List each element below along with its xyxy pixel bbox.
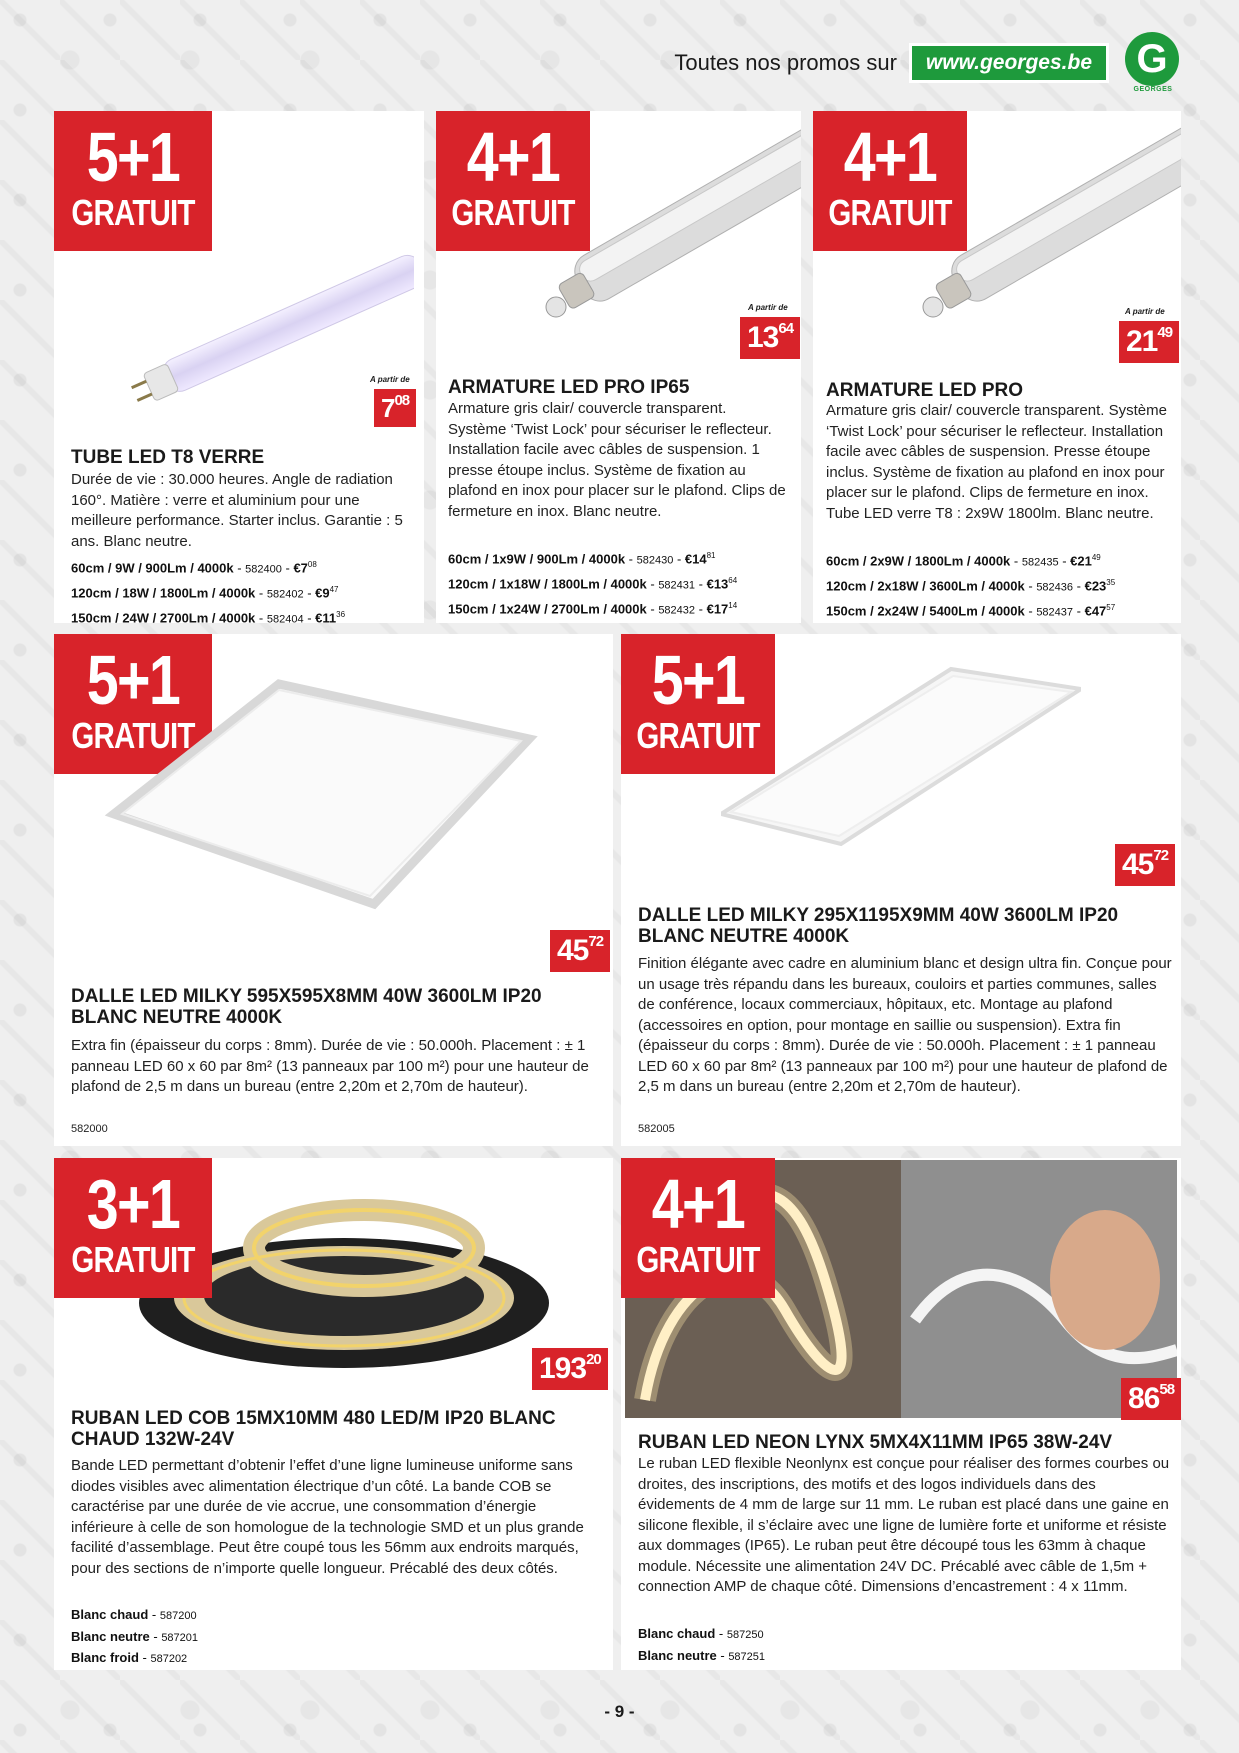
- promo-badge: [54, 111, 212, 251]
- variant-row: $120cm / 1x18W / 1800Lm / 4000k - 582431 - €13^{64}$: [448, 575, 738, 592]
- price-main: 21: [1126, 325, 1158, 358]
- variant-row: $150cm / 2x24W / 5400Lm / 4000k - 582437 - €47^{57}$: [826, 602, 1116, 618]
- price-cents: 49: [1157, 324, 1173, 341]
- product-title: DALLE LED MILKY 595X595X8MM 40W 3600LM IP20 BLANC NEUTRE 4000K: [71, 986, 542, 1028]
- logo-subtext: GEORGES: [1133, 86, 1173, 93]
- product-card-tube-led: [54, 111, 424, 623]
- variant-list: [638, 1624, 938, 1667]
- promo-badge-label: GRATUIT: [636, 715, 760, 756]
- promo-badge-label: GRATUIT: [71, 192, 195, 233]
- led-panel-rect-image: [721, 654, 1081, 854]
- page-number: - 9 -: [604, 1702, 635, 1721]
- page-header: [674, 32, 1181, 94]
- price-cents: 72: [1153, 847, 1169, 864]
- product-card-armature-ip65: [436, 111, 801, 623]
- product-card-dalle-295: [621, 634, 1181, 1146]
- product-description: Le ruban LED flexible Neonlynx est conçue pour réaliser des formes courbes ou droites, des inscriptions, des motifs et des logos individuels dans des évidements de 4 mm de large sur 11 mm. Le ruban est placé dans une gaine en silicone flexible, il s’éclaire avec une ligne de lumière forte et uniforme et résiste aux dommages (IP65). Le ruban peut être découpé tous les 63mm à chaque module. Nécessite une alimentation 24V DC. Précablé avec câble de 1,5m + connection AMP de chaque côté. Dimensions d’encastrement : 4 x 11mm.: [638, 1455, 1170, 1595]
- variant-row: $150cm / 1x24W / 2700Lm / 4000k - 582432 - €17^{14}$: [448, 600, 738, 616]
- led-tube-image: [114, 231, 414, 431]
- variant-row: $120cm / 2x18W / 3600Lm / 4000k - 582436 - €23^{35}$: [826, 577, 1116, 594]
- price-cents: 08: [394, 392, 410, 409]
- variant-list: [71, 555, 421, 623]
- variant-row: $60cm / 1x9W / 900Lm / 4000k - 582430 - €14^{81}$: [448, 551, 716, 567]
- product-description: Durée de vie : 30.000 heures. Angle de radiation 160°. Matière : verre et aluminium pour une meilleure performance. Starter inclus. Garantie : 5 ans. Blanc neutre.: [71, 471, 403, 550]
- price-main: 13: [747, 321, 779, 354]
- website-link[interactable]: www.georges.be: [909, 43, 1109, 83]
- product-description: Armature gris clair/ couvercle transparent. Système ‘Twist Lock’ pour sécuriser le reflecteur. Installation facile avec câbles de suspension. 1 presse étoupe inclus. Système de fixation au plafond en inox pour placer sur le plafond. Clips de fermeture en inox. Blanc neutre.: [448, 400, 786, 520]
- promo-badge-ratio: 5+1: [86, 641, 180, 719]
- variant-row: Blanc chaud - 587200: [71, 1607, 197, 1622]
- product-description: Finition élégante avec cadre en aluminium blanc et design ultra fin. Conçue pour un usage très répandu dans les bureaux, couloirs et parties communes, salles de conférence, locaux commerciaux, hôpitaux, etc. Montage au plafond (accessoires en option, pour montage en saillie ou suspension). Extra fin (épaisseur du corps : 8mm). Durée de vie : 50.000h. Placement : ± 1 panneau LED 60 x 60 par 8m² (13 panneaux par 100 m²) pour une hauteur de plafond de 2,5 m dans un bureau (entre 2,20m et 2,70m de hauteur).: [638, 955, 1172, 1095]
- product-title: RUBAN LED COB 15MX10MM 480 LED/M IP20 BLANC CHAUD 132W-24V: [71, 1408, 556, 1450]
- georges-logo[interactable]: [1125, 32, 1181, 94]
- price-tag: [1119, 321, 1179, 363]
- variant-row: Blanc froid - 587202: [71, 1650, 188, 1665]
- product-card-ruban-cob: [54, 1158, 613, 1670]
- variant-list: [71, 1605, 371, 1670]
- product-title: RUBAN LED NEON LYNX 5MX4X11MM IP65 38W-24V: [638, 1432, 1113, 1453]
- promo-badge-ratio: 3+1: [86, 1165, 180, 1243]
- price-cents: 64: [778, 320, 794, 337]
- promo-text: Toutes nos promos sur: [674, 50, 897, 75]
- promo-badge-ratio: 5+1: [86, 118, 180, 196]
- promo-badge-ratio: 4+1: [843, 118, 937, 196]
- product-card-dalle-595: [54, 634, 613, 1146]
- promo-badge: [621, 1158, 775, 1298]
- product-description: Bande LED permettant d’obtenir l’effet d’une ligne lumineuse uniforme sans diodes visibles avec alimentation électrique d’un côté. La bande COB se caractérise par une durée de vie accrue, une consommation d’énergie inférieure à celle de son homologue de la technologie SMD et un plus grande facilité d’assemblage. Peut être coupé tous les 56mm aux endroits marqués, pour des sections de n’importe quelle longueur. Précablé des deux côtés.: [71, 1457, 584, 1577]
- led-panel-square-image: [104, 674, 544, 914]
- price-main: 7: [381, 393, 395, 423]
- variant-row: $60cm / 2x9W / 1800Lm / 4000k - 582435 - €21^{49}$: [826, 553, 1101, 569]
- price-cents: 20: [586, 1351, 601, 1368]
- price-cents: 58: [1159, 1381, 1175, 1398]
- promo-badge: [54, 1158, 212, 1298]
- variant-list: [448, 546, 798, 620]
- promo-badge-label: GRATUIT: [71, 715, 195, 756]
- price-tag: [550, 930, 610, 972]
- variant-row: $150cm / 24W / 2700Lm / 4000k - 582404 - €11^{36}$: [71, 609, 346, 623]
- price-tag: [740, 317, 800, 359]
- from-label: A partir de: [370, 375, 410, 384]
- product-title: ARMATURE LED PRO: [826, 380, 1024, 401]
- promo-badge-ratio: 5+1: [651, 641, 745, 719]
- price-main: 45: [557, 934, 589, 967]
- product-title: DALLE LED MILKY 295X1195X9MM 40W 3600LM IP20 BLANC NEUTRE 4000K: [638, 905, 1119, 947]
- price-tag: [374, 389, 416, 427]
- price-main: 45: [1122, 848, 1154, 881]
- product-title: TUBE LED T8 VERRE: [71, 447, 265, 468]
- price-cents: 72: [588, 933, 604, 950]
- promo-badge-label: GRATUIT: [451, 192, 575, 233]
- product-description: Armature gris clair/ couvercle transparent. Système ‘Twist Lock’ pour sécuriser le reflecteur. Installation facile avec câbles de suspension. Presse étoupe inclus. Système de fixation au plafond en inox pour placer sur le plafond. Clips de fermeture en inox. Tube LED verre T8 : 2x9W 1800lm. Blanc neutre.: [826, 402, 1167, 522]
- promo-badge-ratio: 4+1: [466, 118, 560, 196]
- variant-row: $60cm / 9W / 900Lm / 4000k - 582400 - €7^{08}$: [71, 560, 317, 576]
- variant-row: Blanc neutre - 587201: [71, 1628, 199, 1644]
- from-label: A partir de: [748, 303, 788, 312]
- product-title: ARMATURE LED PRO IP65: [448, 377, 690, 398]
- price-tag: [1115, 844, 1175, 886]
- logo-letter: G: [1125, 32, 1179, 86]
- variant-row: Blanc neutre - 587251: [638, 1647, 766, 1663]
- price-main: 86: [1128, 1382, 1160, 1415]
- product-card-ruban-neon: [621, 1158, 1181, 1670]
- price-tag: [1121, 1378, 1181, 1420]
- variant-row: Blanc chaud - 587250: [638, 1626, 764, 1641]
- variant-row: $120cm / 18W / 1800Lm / 4000k - 582402 - €9^{47}$: [71, 584, 339, 601]
- product-reference: 582000: [71, 1123, 108, 1135]
- product-description: Extra fin (épaisseur du corps : 8mm). Durée de vie : 50.000h. Placement : ± 1 panneau LED 60 x 60 par 8m² (13 panneaux par 100 m²) pour une hauteur de plafond de 2,5 m dans un bureau (entre 2,20m et 2,70m de hauteur).: [71, 1037, 589, 1095]
- promo-badge-label: GRATUIT: [71, 1239, 195, 1280]
- variant-list: [826, 548, 1178, 622]
- promo-badge-ratio: 4+1: [651, 1165, 745, 1243]
- price-main: 193: [539, 1352, 587, 1385]
- promo-badge-label: GRATUIT: [828, 192, 952, 233]
- promo-badge-label: GRATUIT: [636, 1239, 760, 1280]
- product-card-armature-pro: [813, 111, 1181, 623]
- price-tag: [532, 1348, 608, 1390]
- product-reference: 582005: [638, 1123, 675, 1135]
- from-label: A partir de: [1125, 307, 1165, 316]
